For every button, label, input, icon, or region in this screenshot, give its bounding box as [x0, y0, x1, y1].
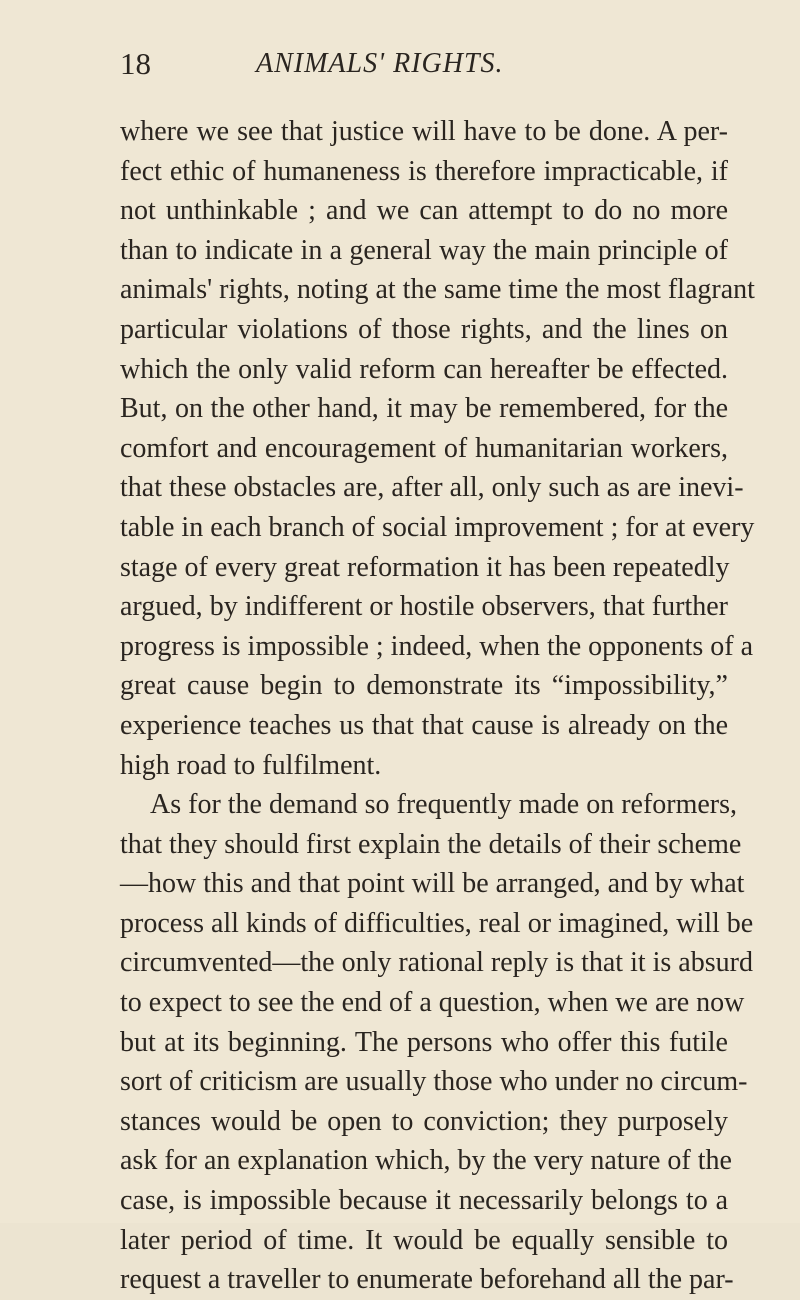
text-line: But, on the other hand, it may be remembered, for the [120, 393, 728, 425]
text-line: to expect to see the end of a question, when we are now [120, 987, 745, 1019]
text-line: great cause begin to demonstrate its “impossibility,” [120, 670, 728, 702]
text-line: table in each branch of social improvement ; for at every [120, 511, 755, 543]
text-line: process all kinds of difficulties, real or imagined, will be [120, 907, 754, 939]
text-line: animals' rights, noting at the same time the most flagrant [120, 274, 755, 306]
text-line: stage of every great reformation it has been repeatedly [120, 551, 730, 583]
text-line: argued, by indifferent or hostile observers, that further [120, 591, 728, 623]
text-line: request a traveller to enumerate beforehand all the par- [120, 1264, 734, 1296]
text-line: fect ethic of humaneness is therefore impracticable, if [120, 155, 728, 187]
text-line: experience teaches us that that cause is already on the [120, 709, 728, 741]
text-line: stances would be open to conviction; they purposely [120, 1105, 728, 1137]
body-text [120, 112, 755, 1300]
text-line: that these obstacles are, after all, only such as are inevi- [120, 472, 744, 504]
text-line: not unthinkable ; and we can attempt to do no more [120, 195, 728, 227]
text-line: where we see that justice will have to be done. A per- [120, 116, 728, 147]
text-line: progress is impossible ; indeed, when the opponents of a [120, 630, 754, 662]
text-line: high road to fulfilment. [120, 749, 382, 781]
text-line: As for the demand so frequently made on reformers, [150, 789, 738, 821]
running-head [120, 44, 720, 84]
text-line: sort of criticism are usually those who under no circum- [120, 1066, 748, 1098]
text-line: which the only valid reform can hereafter be effected. [120, 353, 728, 385]
text-line: but at its beginning. The persons who offer this futile [120, 1026, 728, 1058]
page-number: 18 [120, 46, 151, 81]
text-line: circumvented—the only rational reply is that it is absurd [120, 947, 753, 979]
text-line: case, is impossible because it necessarily belongs to a [120, 1185, 728, 1217]
text-line: particular violations of those rights, and the lines on [120, 313, 728, 345]
text-line: —how this and that point will be arranged, and by what [120, 868, 745, 900]
running-title: ANIMALS' RIGHTS. [256, 48, 504, 79]
text-line: that they should first explain the details of their scheme [120, 828, 742, 860]
text-line: ask for an explanation which, by the very nature of the [120, 1145, 732, 1177]
text-line: comfort and encouragement of humanitarian workers, [120, 432, 728, 464]
text-line: than to indicate in a general way the main principle of [120, 234, 728, 266]
text-line: later period of time. It would be equally sensible to [120, 1224, 728, 1256]
